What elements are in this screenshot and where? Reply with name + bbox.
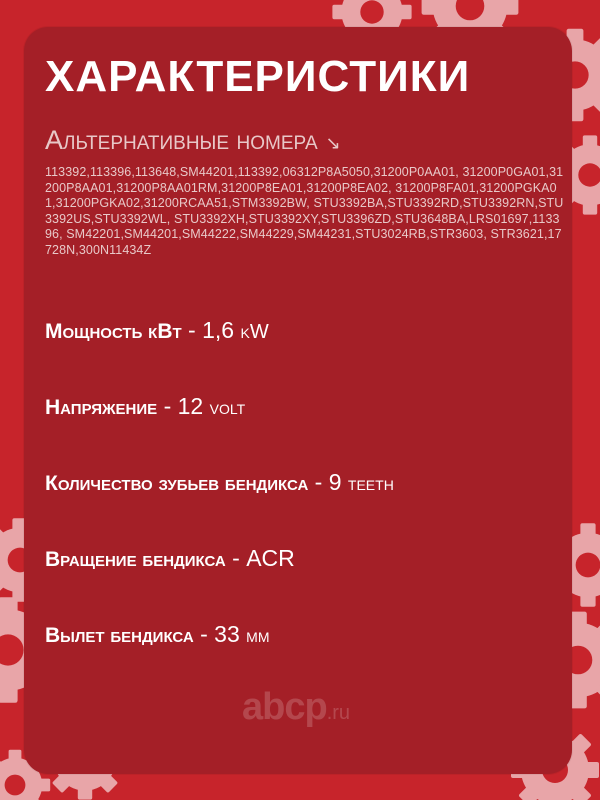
spec-label: Вращение бендикса (45, 548, 226, 571)
spec-value: 33 (214, 621, 247, 647)
spec-value: ACR (246, 545, 295, 571)
spec-separator: - (193, 621, 215, 647)
spec-power (45, 316, 269, 346)
spec-unit: volt (209, 397, 246, 419)
spec-unit: kW (240, 321, 269, 343)
spec-label: Мощность кВт (45, 320, 182, 343)
alternative-numbers-list: 113392,113396,113648,SM44201,113392,06312P8A5050,31200P0AA01, 31200P0GA01,31200P8AA01,31200P8AA01RM,31200P8EA01,31200P8EA02, 31200P8FA01,31200PGKA01,31200PGKA02,31200RCAA51,STM3392BW, STU3392BA,STU3392RD,STU3392RN,STU3392US,STU3392WL, STU3392XH,STU3392XY,STU3396ZD,STU3648BA,LRS01697,113396, SM42201,SM44201,SM44222,SM44229,SM44231,STU3024RB,STR3603, STR3621,17728N,300N11434Z (45, 165, 564, 257)
spec-unit: teeth (347, 473, 394, 495)
spec-unit: мм (246, 625, 270, 647)
spec-separator: - (181, 317, 203, 343)
watermark-tld: .ru (326, 702, 351, 724)
alternatives-heading-text: Альтернативные номера (45, 125, 318, 155)
spec-label: Напряжение (45, 396, 158, 419)
page-title: ХАРАКТЕРИСТИКИ (45, 52, 471, 101)
spec-value: 9 (328, 469, 348, 495)
spec-overhang (45, 620, 269, 650)
alternatives-heading (45, 123, 341, 160)
spec-label: Вылет бендикса (45, 624, 194, 647)
spec-separator: - (308, 469, 329, 495)
watermark-brand: abcp (242, 686, 327, 728)
spec-value: 1,6 (202, 317, 241, 343)
spec-separator: - (157, 393, 178, 419)
spec-label: Количество зубьев бендикса (45, 472, 309, 495)
spec-separator: - (225, 545, 247, 571)
spec-rotation (45, 544, 295, 574)
spec-voltage (45, 392, 245, 422)
spec-value: 12 (177, 393, 210, 419)
watermark-logo (242, 686, 350, 729)
spec-teeth (45, 468, 394, 498)
arrow-down-right-icon: ↘ (325, 133, 341, 153)
